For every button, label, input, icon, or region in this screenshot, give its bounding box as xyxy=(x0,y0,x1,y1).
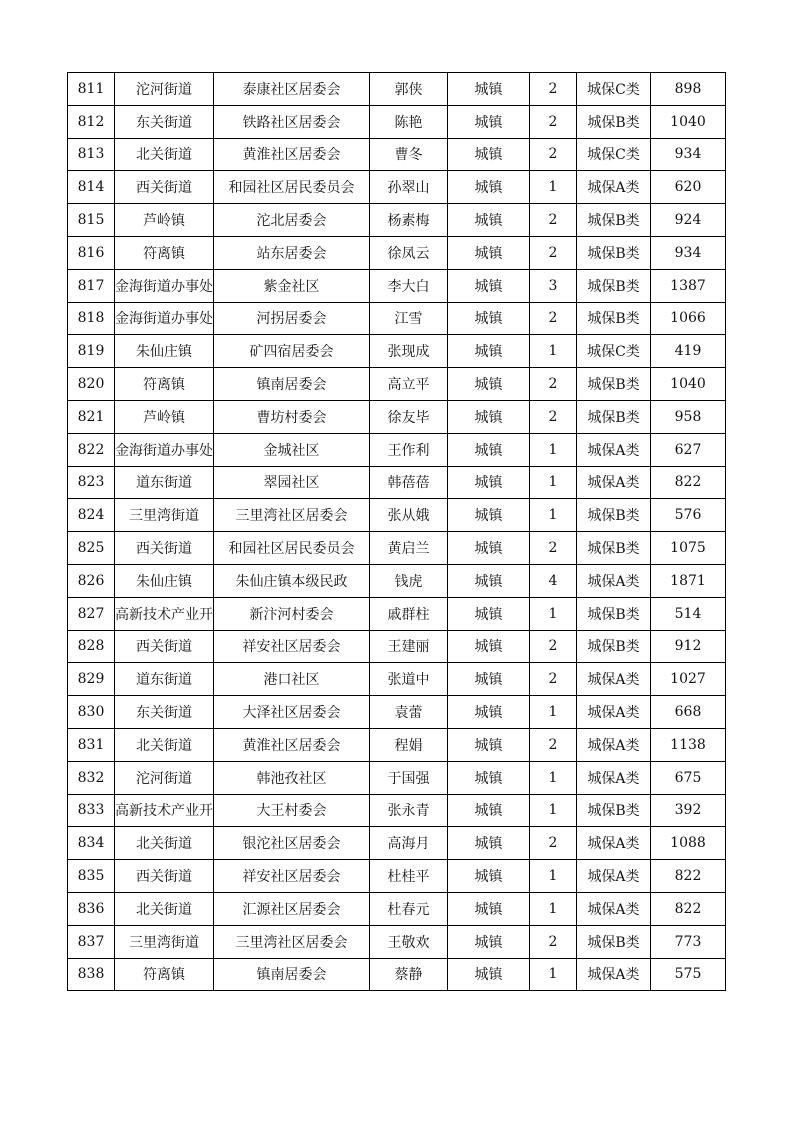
area-type-cell: 城镇 xyxy=(448,696,530,729)
area-type-cell: 城镇 xyxy=(448,204,530,237)
amount-cell: 924 xyxy=(651,204,726,237)
row-number-cell: 832 xyxy=(68,761,115,794)
street-office-cell: 北关街道 xyxy=(115,827,214,860)
street-office-cell: 符离镇 xyxy=(115,236,214,269)
row-number-cell: 837 xyxy=(68,925,115,958)
row-number-cell: 822 xyxy=(68,433,115,466)
street-office-cell: 高新技术产业开 xyxy=(115,794,214,827)
amount-cell: 1040 xyxy=(651,105,726,138)
area-type-cell: 城镇 xyxy=(448,236,530,269)
amount-cell: 958 xyxy=(651,400,726,433)
street-office-cell: 道东街道 xyxy=(115,663,214,696)
row-number-cell: 824 xyxy=(68,499,115,532)
household-size-cell: 2 xyxy=(530,138,577,171)
area-type-cell: 城镇 xyxy=(448,400,530,433)
community-cell: 铁路社区居委会 xyxy=(214,105,370,138)
area-type-cell: 城镇 xyxy=(448,958,530,991)
amount-cell: 620 xyxy=(651,171,726,204)
person-name-cell: 韩蓓蓓 xyxy=(370,466,448,499)
amount-cell: 1871 xyxy=(651,564,726,597)
row-number-cell: 813 xyxy=(68,138,115,171)
table-body xyxy=(68,73,726,991)
area-type-cell: 城镇 xyxy=(448,368,530,401)
insurance-category-cell: 城保A类 xyxy=(577,564,651,597)
street-office-cell: 东关街道 xyxy=(115,105,214,138)
person-name-cell: 郭侠 xyxy=(370,73,448,106)
street-office-cell: 金海街道办事处 xyxy=(115,302,214,335)
insurance-category-cell: 城保B类 xyxy=(577,236,651,269)
community-cell: 大泽社区居委会 xyxy=(214,696,370,729)
table-row xyxy=(68,204,726,237)
person-name-cell: 陈艳 xyxy=(370,105,448,138)
insurance-category-cell: 城保B类 xyxy=(577,499,651,532)
amount-cell: 934 xyxy=(651,138,726,171)
household-size-cell: 2 xyxy=(530,204,577,237)
household-size-cell: 2 xyxy=(530,73,577,106)
table-row xyxy=(68,860,726,893)
amount-cell: 1075 xyxy=(651,532,726,565)
amount-cell: 822 xyxy=(651,466,726,499)
area-type-cell: 城镇 xyxy=(448,499,530,532)
row-number-cell: 819 xyxy=(68,335,115,368)
person-name-cell: 曹冬 xyxy=(370,138,448,171)
community-cell: 沱北居委会 xyxy=(214,204,370,237)
household-size-cell: 1 xyxy=(530,958,577,991)
community-cell: 黄淮社区居委会 xyxy=(214,728,370,761)
insurance-category-cell: 城保A类 xyxy=(577,466,651,499)
area-type-cell: 城镇 xyxy=(448,302,530,335)
community-cell: 镇南居委会 xyxy=(214,368,370,401)
insurance-category-cell: 城保B类 xyxy=(577,925,651,958)
area-type-cell: 城镇 xyxy=(448,171,530,204)
row-number-cell: 838 xyxy=(68,958,115,991)
row-number-cell: 812 xyxy=(68,105,115,138)
household-size-cell: 1 xyxy=(530,171,577,204)
community-cell: 三里湾社区居委会 xyxy=(214,925,370,958)
person-name-cell: 王作利 xyxy=(370,433,448,466)
community-cell: 朱仙庄镇本级民政 xyxy=(214,564,370,597)
table-row xyxy=(68,499,726,532)
household-size-cell: 1 xyxy=(530,892,577,925)
insurance-category-cell: 城保B类 xyxy=(577,105,651,138)
table-row xyxy=(68,696,726,729)
insurance-category-cell: 城保B类 xyxy=(577,368,651,401)
community-cell: 汇源社区居委会 xyxy=(214,892,370,925)
amount-cell: 419 xyxy=(651,335,726,368)
household-size-cell: 1 xyxy=(530,466,577,499)
table-row xyxy=(68,728,726,761)
street-office-cell: 芦岭镇 xyxy=(115,204,214,237)
row-number-cell: 829 xyxy=(68,663,115,696)
area-type-cell: 城镇 xyxy=(448,597,530,630)
row-number-cell: 836 xyxy=(68,892,115,925)
street-office-cell: 朱仙庄镇 xyxy=(115,335,214,368)
insurance-category-cell: 城保B类 xyxy=(577,400,651,433)
street-office-cell: 北关街道 xyxy=(115,138,214,171)
household-size-cell: 2 xyxy=(530,925,577,958)
street-office-cell: 北关街道 xyxy=(115,892,214,925)
street-office-cell: 西关街道 xyxy=(115,860,214,893)
person-name-cell: 程娟 xyxy=(370,728,448,761)
household-size-cell: 1 xyxy=(530,696,577,729)
area-type-cell: 城镇 xyxy=(448,73,530,106)
table-row xyxy=(68,433,726,466)
amount-cell: 934 xyxy=(651,236,726,269)
area-type-cell: 城镇 xyxy=(448,827,530,860)
insurance-category-cell: 城保B类 xyxy=(577,532,651,565)
insurance-category-cell: 城保A类 xyxy=(577,958,651,991)
person-name-cell: 孙翠山 xyxy=(370,171,448,204)
table-row xyxy=(68,663,726,696)
insurance-category-cell: 城保C类 xyxy=(577,138,651,171)
household-size-cell: 2 xyxy=(530,532,577,565)
insurance-category-cell: 城保A类 xyxy=(577,433,651,466)
amount-cell: 1138 xyxy=(651,728,726,761)
table-row xyxy=(68,597,726,630)
street-office-cell: 西关街道 xyxy=(115,630,214,663)
community-cell: 祥安社区居委会 xyxy=(214,860,370,893)
row-number-cell: 827 xyxy=(68,597,115,630)
area-type-cell: 城镇 xyxy=(448,105,530,138)
person-name-cell: 李大白 xyxy=(370,269,448,302)
insurance-category-cell: 城保A类 xyxy=(577,860,651,893)
amount-cell: 898 xyxy=(651,73,726,106)
person-name-cell: 徐凤云 xyxy=(370,236,448,269)
table-row xyxy=(68,761,726,794)
household-size-cell: 2 xyxy=(530,368,577,401)
amount-cell: 1387 xyxy=(651,269,726,302)
community-cell: 和园社区居民委员会 xyxy=(214,532,370,565)
person-name-cell: 张现成 xyxy=(370,335,448,368)
table-row xyxy=(68,269,726,302)
table-row xyxy=(68,466,726,499)
row-number-cell: 816 xyxy=(68,236,115,269)
amount-cell: 514 xyxy=(651,597,726,630)
insurance-category-cell: 城保A类 xyxy=(577,892,651,925)
street-office-cell: 符离镇 xyxy=(115,368,214,401)
row-number-cell: 835 xyxy=(68,860,115,893)
person-name-cell: 蔡静 xyxy=(370,958,448,991)
person-name-cell: 袁蕾 xyxy=(370,696,448,729)
insurance-category-cell: 城保B类 xyxy=(577,269,651,302)
amount-cell: 822 xyxy=(651,860,726,893)
street-office-cell: 西关街道 xyxy=(115,171,214,204)
row-number-cell: 830 xyxy=(68,696,115,729)
street-office-cell: 三里湾街道 xyxy=(115,925,214,958)
area-type-cell: 城镇 xyxy=(448,630,530,663)
area-type-cell: 城镇 xyxy=(448,433,530,466)
street-office-cell: 金海街道办事处 xyxy=(115,269,214,302)
person-name-cell: 高海月 xyxy=(370,827,448,860)
amount-cell: 912 xyxy=(651,630,726,663)
person-name-cell: 戚群柱 xyxy=(370,597,448,630)
insurance-category-cell: 城保B类 xyxy=(577,630,651,663)
amount-cell: 627 xyxy=(651,433,726,466)
insurance-category-cell: 城保A类 xyxy=(577,761,651,794)
amount-cell: 1066 xyxy=(651,302,726,335)
area-type-cell: 城镇 xyxy=(448,269,530,302)
person-name-cell: 江雪 xyxy=(370,302,448,335)
person-name-cell: 王敬欢 xyxy=(370,925,448,958)
household-size-cell: 2 xyxy=(530,827,577,860)
amount-cell: 1088 xyxy=(651,827,726,860)
community-cell: 翠园社区 xyxy=(214,466,370,499)
community-cell: 新汴河村委会 xyxy=(214,597,370,630)
row-number-cell: 818 xyxy=(68,302,115,335)
street-office-cell: 沱河街道 xyxy=(115,761,214,794)
street-office-cell: 符离镇 xyxy=(115,958,214,991)
table-row xyxy=(68,302,726,335)
street-office-cell: 沱河街道 xyxy=(115,73,214,106)
insurance-category-cell: 城保A类 xyxy=(577,663,651,696)
row-number-cell: 833 xyxy=(68,794,115,827)
area-type-cell: 城镇 xyxy=(448,892,530,925)
household-size-cell: 1 xyxy=(530,794,577,827)
area-type-cell: 城镇 xyxy=(448,663,530,696)
table-row xyxy=(68,171,726,204)
community-cell: 祥安社区居委会 xyxy=(214,630,370,663)
household-size-cell: 3 xyxy=(530,269,577,302)
insurance-category-cell: 城保B类 xyxy=(577,597,651,630)
community-cell: 金城社区 xyxy=(214,433,370,466)
table-row xyxy=(68,958,726,991)
household-size-cell: 4 xyxy=(530,564,577,597)
person-name-cell: 张从娥 xyxy=(370,499,448,532)
table-row xyxy=(68,794,726,827)
household-size-cell: 1 xyxy=(530,597,577,630)
row-number-cell: 817 xyxy=(68,269,115,302)
row-number-cell: 834 xyxy=(68,827,115,860)
row-number-cell: 831 xyxy=(68,728,115,761)
person-name-cell: 张永青 xyxy=(370,794,448,827)
insurance-category-cell: 城保C类 xyxy=(577,335,651,368)
insurance-category-cell: 城保B类 xyxy=(577,302,651,335)
street-office-cell: 高新技术产业开 xyxy=(115,597,214,630)
area-type-cell: 城镇 xyxy=(448,761,530,794)
person-name-cell: 杨素梅 xyxy=(370,204,448,237)
community-cell: 银沱社区居委会 xyxy=(214,827,370,860)
person-name-cell: 高立平 xyxy=(370,368,448,401)
street-office-cell: 东关街道 xyxy=(115,696,214,729)
table-row xyxy=(68,925,726,958)
area-type-cell: 城镇 xyxy=(448,794,530,827)
community-cell: 镇南居委会 xyxy=(214,958,370,991)
street-office-cell: 西关街道 xyxy=(115,532,214,565)
row-number-cell: 811 xyxy=(68,73,115,106)
person-name-cell: 杜春元 xyxy=(370,892,448,925)
community-cell: 港口社区 xyxy=(214,663,370,696)
row-number-cell: 825 xyxy=(68,532,115,565)
table-row xyxy=(68,138,726,171)
amount-cell: 668 xyxy=(651,696,726,729)
person-name-cell: 杜桂平 xyxy=(370,860,448,893)
household-size-cell: 1 xyxy=(530,860,577,893)
table-row xyxy=(68,827,726,860)
household-size-cell: 1 xyxy=(530,499,577,532)
street-office-cell: 道东街道 xyxy=(115,466,214,499)
area-type-cell: 城镇 xyxy=(448,564,530,597)
table-row xyxy=(68,73,726,106)
table-row xyxy=(68,892,726,925)
area-type-cell: 城镇 xyxy=(448,466,530,499)
community-cell: 三里湾社区居委会 xyxy=(214,499,370,532)
community-cell: 矿四宿居委会 xyxy=(214,335,370,368)
insurance-category-cell: 城保A类 xyxy=(577,728,651,761)
household-size-cell: 1 xyxy=(530,761,577,794)
person-name-cell: 钱虎 xyxy=(370,564,448,597)
community-cell: 曹坊村委会 xyxy=(214,400,370,433)
community-cell: 泰康社区居委会 xyxy=(214,73,370,106)
insurance-category-cell: 城保A类 xyxy=(577,171,651,204)
community-cell: 韩池孜社区 xyxy=(214,761,370,794)
insurance-category-cell: 城保A类 xyxy=(577,696,651,729)
row-number-cell: 823 xyxy=(68,466,115,499)
area-type-cell: 城镇 xyxy=(448,728,530,761)
area-type-cell: 城镇 xyxy=(448,860,530,893)
community-cell: 大王村委会 xyxy=(214,794,370,827)
row-number-cell: 815 xyxy=(68,204,115,237)
row-number-cell: 826 xyxy=(68,564,115,597)
person-name-cell: 王建丽 xyxy=(370,630,448,663)
household-size-cell: 2 xyxy=(530,236,577,269)
records-table xyxy=(67,72,726,991)
amount-cell: 1040 xyxy=(651,368,726,401)
household-size-cell: 1 xyxy=(530,433,577,466)
street-office-cell: 芦岭镇 xyxy=(115,400,214,433)
table-row xyxy=(68,532,726,565)
person-name-cell: 于国强 xyxy=(370,761,448,794)
household-size-cell: 2 xyxy=(530,105,577,138)
insurance-category-cell: 城保A类 xyxy=(577,827,651,860)
table-row xyxy=(68,564,726,597)
table-row xyxy=(68,105,726,138)
insurance-category-cell: 城保C类 xyxy=(577,73,651,106)
amount-cell: 822 xyxy=(651,892,726,925)
community-cell: 站东居委会 xyxy=(214,236,370,269)
amount-cell: 576 xyxy=(651,499,726,532)
row-number-cell: 821 xyxy=(68,400,115,433)
table-row xyxy=(68,335,726,368)
table-row xyxy=(68,630,726,663)
community-cell: 黄淮社区居委会 xyxy=(214,138,370,171)
row-number-cell: 820 xyxy=(68,368,115,401)
community-cell: 河拐居委会 xyxy=(214,302,370,335)
amount-cell: 1027 xyxy=(651,663,726,696)
household-size-cell: 1 xyxy=(530,335,577,368)
household-size-cell: 2 xyxy=(530,663,577,696)
area-type-cell: 城镇 xyxy=(448,138,530,171)
area-type-cell: 城镇 xyxy=(448,335,530,368)
household-size-cell: 2 xyxy=(530,630,577,663)
table-row xyxy=(68,236,726,269)
community-cell: 和园社区居民委员会 xyxy=(214,171,370,204)
amount-cell: 575 xyxy=(651,958,726,991)
area-type-cell: 城镇 xyxy=(448,925,530,958)
table-row xyxy=(68,368,726,401)
household-size-cell: 2 xyxy=(530,302,577,335)
person-name-cell: 黄启兰 xyxy=(370,532,448,565)
row-number-cell: 814 xyxy=(68,171,115,204)
insurance-category-cell: 城保B类 xyxy=(577,204,651,237)
person-name-cell: 徐友毕 xyxy=(370,400,448,433)
insurance-category-cell: 城保B类 xyxy=(577,794,651,827)
street-office-cell: 金海街道办事处 xyxy=(115,433,214,466)
household-size-cell: 2 xyxy=(530,400,577,433)
street-office-cell: 北关街道 xyxy=(115,728,214,761)
street-office-cell: 朱仙庄镇 xyxy=(115,564,214,597)
household-size-cell: 2 xyxy=(530,728,577,761)
table-row xyxy=(68,400,726,433)
amount-cell: 675 xyxy=(651,761,726,794)
row-number-cell: 828 xyxy=(68,630,115,663)
person-name-cell: 张道中 xyxy=(370,663,448,696)
amount-cell: 773 xyxy=(651,925,726,958)
street-office-cell: 三里湾街道 xyxy=(115,499,214,532)
area-type-cell: 城镇 xyxy=(448,532,530,565)
amount-cell: 392 xyxy=(651,794,726,827)
community-cell: 紫金社区 xyxy=(214,269,370,302)
